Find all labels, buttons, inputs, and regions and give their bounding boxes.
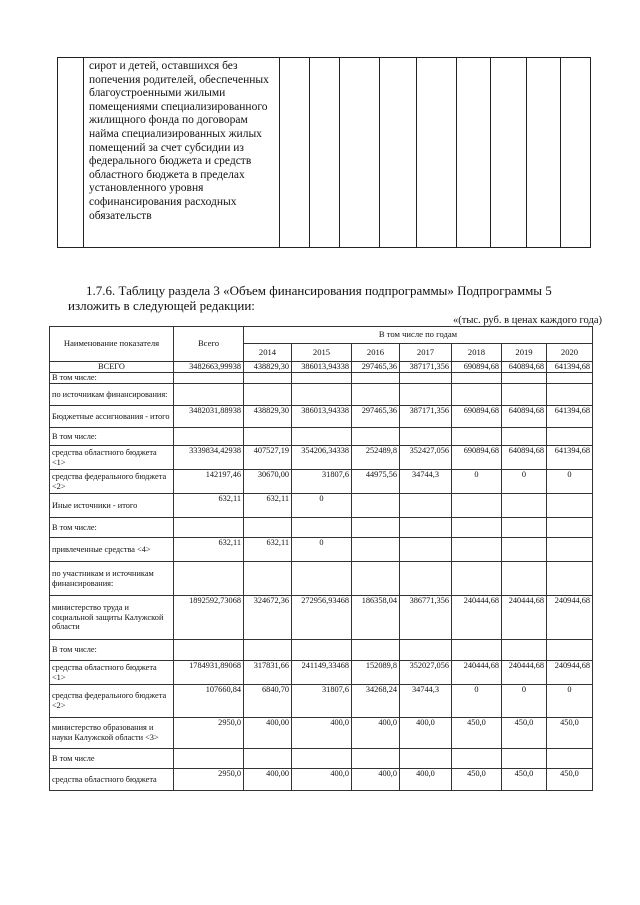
year-value: 632,11 bbox=[244, 538, 292, 562]
year-value bbox=[400, 640, 452, 661]
year-value bbox=[400, 428, 452, 446]
year-value bbox=[502, 494, 547, 518]
year-value: 386013,94338 bbox=[292, 406, 352, 428]
year-value: 44975,56 bbox=[352, 470, 400, 494]
year-value bbox=[400, 518, 452, 538]
table-row bbox=[50, 562, 593, 596]
table-row bbox=[50, 406, 593, 428]
row-label: В том числе: bbox=[50, 640, 174, 661]
year-value bbox=[452, 428, 502, 446]
year-value bbox=[352, 428, 400, 446]
table-row bbox=[50, 661, 593, 685]
row-label: по источникам финансирования: bbox=[50, 384, 174, 406]
year-value: 0 bbox=[502, 685, 547, 718]
year-value: 450,0 bbox=[452, 718, 502, 749]
year-value: 400,0 bbox=[292, 718, 352, 749]
units-note: «(тыс. руб. в ценах каждого года) bbox=[453, 315, 602, 326]
year-value bbox=[292, 640, 352, 661]
year-value: 690894,68 bbox=[452, 362, 502, 373]
year-value: 0 bbox=[547, 685, 593, 718]
year-value: 387171,356 bbox=[400, 406, 452, 428]
table-row bbox=[50, 718, 593, 749]
year-value bbox=[352, 494, 400, 518]
year-value: 240444,68 bbox=[452, 661, 502, 685]
table-row bbox=[50, 373, 593, 384]
year-value: 186358,04 bbox=[352, 596, 400, 640]
year-value: 240444,68 bbox=[502, 596, 547, 640]
year-value bbox=[244, 373, 292, 384]
year-value bbox=[547, 562, 593, 596]
year-value: 640894,68 bbox=[502, 406, 547, 428]
year-value: 152089,8 bbox=[352, 661, 400, 685]
year-value bbox=[400, 384, 452, 406]
paragraph-line-2: изложить в следующей редакции: bbox=[68, 298, 255, 313]
year-value bbox=[547, 384, 593, 406]
row-total: 1892592,73068 bbox=[174, 596, 244, 640]
row-total: 3339834,42938 bbox=[174, 446, 244, 470]
blank-cell bbox=[280, 58, 310, 248]
year-value bbox=[400, 538, 452, 562]
year-value bbox=[502, 373, 547, 384]
year-value bbox=[292, 562, 352, 596]
year-value bbox=[502, 428, 547, 446]
year-value bbox=[352, 384, 400, 406]
year-value: 386013,94338 bbox=[292, 362, 352, 373]
year-value: 438829,30 bbox=[244, 406, 292, 428]
table-row bbox=[50, 749, 593, 769]
year-value bbox=[547, 538, 593, 562]
table-row bbox=[50, 428, 593, 446]
year-value: 641394,68 bbox=[547, 446, 593, 470]
year-value bbox=[452, 562, 502, 596]
year-value bbox=[547, 494, 593, 518]
year-value: 640894,68 bbox=[502, 362, 547, 373]
header-year: 2020 bbox=[547, 344, 593, 362]
year-value bbox=[292, 749, 352, 769]
row-total bbox=[174, 749, 244, 769]
year-value bbox=[547, 373, 593, 384]
table-row bbox=[50, 470, 593, 494]
year-value bbox=[452, 518, 502, 538]
measure-description: сирот и детей, оставшихся без попечения родителей, обеспеченных благоустроенными жилыми помещениями специализированного жилищного фонда по договорам найма специализированных жилых помещений за счет субсидии из федерального бюджета и средств областного бюджета в пределах установленного уровня софинансирования расходных обязательств bbox=[84, 58, 280, 248]
row-total: 142197,46 bbox=[174, 470, 244, 494]
year-value: 400,0 bbox=[400, 769, 452, 791]
header-year: 2017 bbox=[400, 344, 452, 362]
year-value: 352027,056 bbox=[400, 661, 452, 685]
row-total: 632,11 bbox=[174, 538, 244, 562]
year-value bbox=[352, 538, 400, 562]
year-value bbox=[244, 749, 292, 769]
row-label: средства областного бюджета bbox=[50, 769, 174, 791]
header-name: Наименование показателя bbox=[50, 327, 174, 362]
year-value bbox=[452, 538, 502, 562]
year-value: 450,0 bbox=[547, 769, 593, 791]
row-label: В том числе bbox=[50, 749, 174, 769]
year-value: 641394,68 bbox=[547, 406, 593, 428]
blank-cell bbox=[417, 58, 457, 248]
row-total: 1784931,89068 bbox=[174, 661, 244, 685]
year-value: 690894,68 bbox=[452, 446, 502, 470]
table-row bbox=[50, 384, 593, 406]
year-value bbox=[452, 384, 502, 406]
year-value bbox=[400, 749, 452, 769]
year-value bbox=[502, 749, 547, 769]
year-value: 317831,66 bbox=[244, 661, 292, 685]
blank-cell bbox=[527, 58, 561, 248]
year-value bbox=[244, 428, 292, 446]
year-value bbox=[502, 518, 547, 538]
row-label: средства областного бюджета <1> bbox=[50, 446, 174, 470]
year-value: 252489,8 bbox=[352, 446, 400, 470]
row-total bbox=[174, 562, 244, 596]
year-value: 690894,68 bbox=[452, 406, 502, 428]
year-value bbox=[244, 518, 292, 538]
year-value: 241149,33468 bbox=[292, 661, 352, 685]
blank-cell bbox=[310, 58, 340, 248]
header-year: 2016 bbox=[352, 344, 400, 362]
row-total: 3482663,99938 bbox=[174, 362, 244, 373]
year-value bbox=[352, 749, 400, 769]
row-label: ВСЕГО bbox=[50, 362, 174, 373]
year-value bbox=[502, 562, 547, 596]
year-value: 297465,36 bbox=[352, 406, 400, 428]
year-value bbox=[452, 640, 502, 661]
year-value: 34744,3 bbox=[400, 685, 452, 718]
table-row bbox=[50, 769, 593, 791]
year-value bbox=[352, 562, 400, 596]
row-total bbox=[174, 518, 244, 538]
year-value: 240944,68 bbox=[547, 661, 593, 685]
row-label: В том числе: bbox=[50, 518, 174, 538]
year-value: 31807,6 bbox=[292, 470, 352, 494]
year-value: 387171,356 bbox=[400, 362, 452, 373]
year-value bbox=[244, 562, 292, 596]
row-total bbox=[174, 373, 244, 384]
year-value: 386771,356 bbox=[400, 596, 452, 640]
row-label: министерство образования и науки Калужской области <3> bbox=[50, 718, 174, 749]
year-value bbox=[352, 518, 400, 538]
header-year: 2015 bbox=[292, 344, 352, 362]
year-value bbox=[452, 373, 502, 384]
paragraph-line-1: 1.7.6. Таблицу раздела 3 «Объем финансирования подпрограммы» Подпрограммы 5 bbox=[86, 283, 552, 298]
year-value: 0 bbox=[547, 470, 593, 494]
year-value bbox=[244, 384, 292, 406]
year-value bbox=[502, 538, 547, 562]
year-value bbox=[292, 518, 352, 538]
table-row bbox=[50, 596, 593, 640]
year-value bbox=[244, 640, 292, 661]
year-value: 34268,24 bbox=[352, 685, 400, 718]
blank-cell bbox=[491, 58, 527, 248]
year-value: 352427,056 bbox=[400, 446, 452, 470]
year-value: 400,0 bbox=[352, 769, 400, 791]
row-label: В том числе: bbox=[50, 373, 174, 384]
year-value: 641394,68 bbox=[547, 362, 593, 373]
year-value: 0 bbox=[452, 685, 502, 718]
year-value bbox=[547, 749, 593, 769]
year-value bbox=[352, 640, 400, 661]
year-value: 450,0 bbox=[547, 718, 593, 749]
year-value: 400,0 bbox=[352, 718, 400, 749]
header-total: Всего bbox=[174, 327, 244, 362]
header-year: 2019 bbox=[502, 344, 547, 362]
year-value: 272956,93468 bbox=[292, 596, 352, 640]
year-value: 400,0 bbox=[292, 769, 352, 791]
row-label: министерство труда и социальной защиты Калужской области bbox=[50, 596, 174, 640]
year-value bbox=[292, 373, 352, 384]
row-total bbox=[174, 428, 244, 446]
year-value: 30670,00 bbox=[244, 470, 292, 494]
year-value: 240444,68 bbox=[452, 596, 502, 640]
year-value: 400,0 bbox=[400, 718, 452, 749]
table-row bbox=[50, 518, 593, 538]
row-label: привлеченные средства <4> bbox=[50, 538, 174, 562]
year-value: 450,0 bbox=[502, 769, 547, 791]
year-value bbox=[502, 384, 547, 406]
header-year: 2018 bbox=[452, 344, 502, 362]
blank-cell bbox=[340, 58, 380, 248]
year-value bbox=[400, 562, 452, 596]
year-value: 297465,36 bbox=[352, 362, 400, 373]
blank-cell bbox=[457, 58, 491, 248]
year-value: 438829,30 bbox=[244, 362, 292, 373]
year-value: 400,00 bbox=[244, 769, 292, 791]
table-row bbox=[50, 494, 593, 518]
year-value: 240444,68 bbox=[502, 661, 547, 685]
year-value: 450,0 bbox=[452, 769, 502, 791]
year-value bbox=[547, 428, 593, 446]
blank-cell bbox=[561, 58, 591, 248]
table-row bbox=[50, 362, 593, 373]
year-value: 31807,6 bbox=[292, 685, 352, 718]
row-total bbox=[174, 384, 244, 406]
header-by-years: В том числе по годам bbox=[244, 327, 593, 344]
year-value bbox=[352, 373, 400, 384]
row-label: Бюджетные ассигнования - итого bbox=[50, 406, 174, 428]
year-value bbox=[502, 640, 547, 661]
row-label: Иные источники - итого bbox=[50, 494, 174, 518]
blank-cell bbox=[58, 58, 84, 248]
blank-cell bbox=[380, 58, 417, 248]
year-value bbox=[452, 749, 502, 769]
table-row bbox=[50, 538, 593, 562]
row-label: средства федерального бюджета <2> bbox=[50, 470, 174, 494]
row-total: 107660,84 bbox=[174, 685, 244, 718]
row-label: средства областного бюджета <1> bbox=[50, 661, 174, 685]
row-total: 2950,0 bbox=[174, 718, 244, 749]
year-value: 0 bbox=[292, 538, 352, 562]
row-label: по участникам и источникам финансирования: bbox=[50, 562, 174, 596]
year-value bbox=[400, 373, 452, 384]
financing-table bbox=[49, 326, 593, 791]
amendment-paragraph bbox=[68, 283, 608, 313]
year-value: 407527,19 bbox=[244, 446, 292, 470]
year-value: 450,0 bbox=[502, 718, 547, 749]
table-row bbox=[50, 685, 593, 718]
year-value bbox=[547, 518, 593, 538]
row-total: 632,11 bbox=[174, 494, 244, 518]
header-year: 2014 bbox=[244, 344, 292, 362]
year-value bbox=[400, 494, 452, 518]
year-value: 0 bbox=[452, 470, 502, 494]
year-value bbox=[292, 384, 352, 406]
year-value bbox=[292, 428, 352, 446]
row-total: 2950,0 bbox=[174, 769, 244, 791]
table-row bbox=[50, 446, 593, 470]
row-total: 3482031,88938 bbox=[174, 406, 244, 428]
year-value: 0 bbox=[292, 494, 352, 518]
year-value: 0 bbox=[502, 470, 547, 494]
continuation-table bbox=[57, 57, 591, 248]
year-value: 400,00 bbox=[244, 718, 292, 749]
year-value bbox=[547, 640, 593, 661]
year-value: 632,11 bbox=[244, 494, 292, 518]
row-label: средства федерального бюджета <2> bbox=[50, 685, 174, 718]
table-row bbox=[50, 640, 593, 661]
year-value: 34744,3 bbox=[400, 470, 452, 494]
row-total bbox=[174, 640, 244, 661]
year-value: 240944,68 bbox=[547, 596, 593, 640]
year-value: 324672,36 bbox=[244, 596, 292, 640]
year-value: 640894,68 bbox=[502, 446, 547, 470]
year-value bbox=[452, 494, 502, 518]
year-value: 6840,70 bbox=[244, 685, 292, 718]
row-label: В том числе: bbox=[50, 428, 174, 446]
year-value: 354206,34338 bbox=[292, 446, 352, 470]
